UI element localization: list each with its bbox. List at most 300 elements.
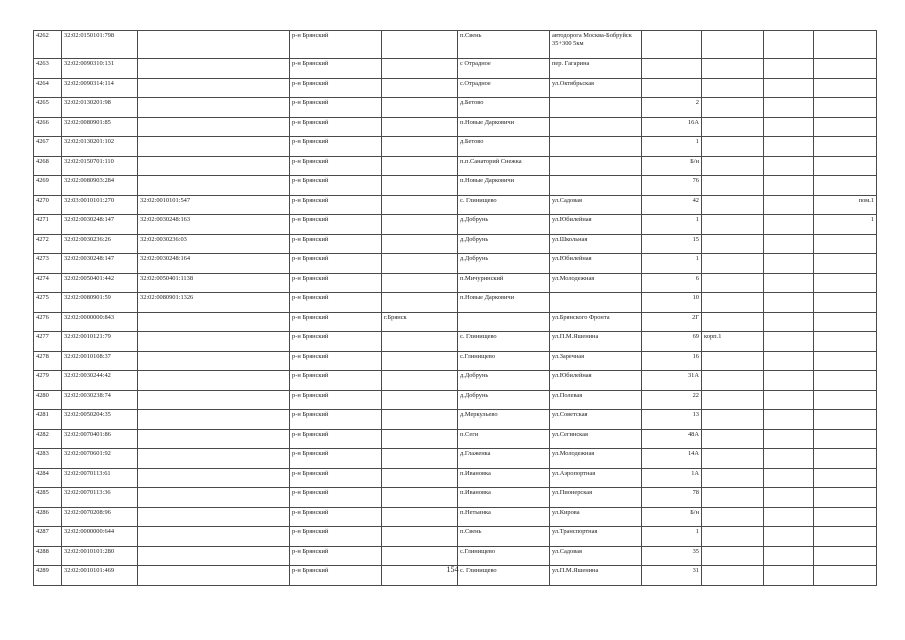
cadastral-number-cell: 32:02:0010108:37 [62, 351, 138, 371]
city-cell [382, 195, 458, 215]
premises-cell [814, 527, 877, 547]
structure-cell [764, 78, 814, 98]
cadastral-number-cell: 32:02:0000000:644 [62, 527, 138, 547]
house-cell: 42 [642, 195, 702, 215]
table-row [34, 59, 877, 79]
table-row [34, 195, 877, 215]
row-number-cell: 4287 [34, 527, 62, 547]
cadastral-number-cell: 32:02:0050204:35 [62, 410, 138, 430]
house-cell: 76 [642, 176, 702, 196]
cadastral-number-cell: 32:02:0010101:469 [62, 566, 138, 586]
street-cell: ул.Садовая [550, 546, 642, 566]
district-cell: р-н Брянский [290, 312, 382, 332]
table-row [34, 546, 877, 566]
district-cell: р-н Брянский [290, 98, 382, 118]
premises-cell [814, 371, 877, 391]
row-number-cell: 4264 [34, 78, 62, 98]
building-cell [702, 488, 764, 508]
district-cell: р-н Брянский [290, 429, 382, 449]
structure-cell [764, 390, 814, 410]
district-cell: р-н Брянский [290, 293, 382, 313]
cadastral-number-2-cell [138, 156, 290, 176]
house-cell: Б/н [642, 507, 702, 527]
city-cell [382, 31, 458, 59]
structure-cell [764, 117, 814, 137]
street-cell: ул.Пионерская [550, 488, 642, 508]
structure-cell [764, 410, 814, 430]
row-number-cell: 4283 [34, 449, 62, 469]
cadastral-number-cell: 32:02:0150101:798 [62, 31, 138, 59]
cadastral-number-2-cell [138, 410, 290, 430]
cadastral-number-2-cell [138, 31, 290, 59]
cadastral-number-cell: 32:02:0090314:114 [62, 78, 138, 98]
building-cell [702, 31, 764, 59]
city-cell [382, 59, 458, 79]
cadastral-number-cell: 32:02:0030236:26 [62, 234, 138, 254]
district-cell: р-н Брянский [290, 31, 382, 59]
table-row [34, 332, 877, 352]
cadastral-number-cell: 32:02:0080901:59 [62, 293, 138, 313]
building-cell [702, 137, 764, 157]
premises-cell [814, 293, 877, 313]
structure-cell [764, 468, 814, 488]
house-cell: 1А [642, 468, 702, 488]
row-number-cell: 4282 [34, 429, 62, 449]
premises-cell [814, 332, 877, 352]
cadastral-number-2-cell: 32:02:0080901:1326 [138, 293, 290, 313]
locality-cell: п.Новые Дарковичи [458, 293, 550, 313]
district-cell: р-н Брянский [290, 371, 382, 391]
locality-cell: с.Глинищево [458, 351, 550, 371]
premises-cell [814, 137, 877, 157]
district-cell: р-н Брянский [290, 59, 382, 79]
table-row [34, 527, 877, 547]
street-cell: ул.Брянского Фронта [550, 312, 642, 332]
locality-cell: д.Добрунь [458, 215, 550, 235]
register-table [33, 30, 877, 586]
structure-cell [764, 507, 814, 527]
locality-cell: п.п.Санаторий Снежка [458, 156, 550, 176]
house-cell [642, 78, 702, 98]
row-number-cell: 4273 [34, 254, 62, 274]
building-cell: корп.1 [702, 332, 764, 352]
street-cell: ул.Молодежная [550, 449, 642, 469]
table-row [34, 156, 877, 176]
table-row [34, 78, 877, 98]
house-cell: 22 [642, 390, 702, 410]
cadastral-number-2-cell: 32:02:0010101:547 [138, 195, 290, 215]
structure-cell [764, 546, 814, 566]
structure-cell [764, 293, 814, 313]
structure-cell [764, 488, 814, 508]
cadastral-number-2-cell [138, 390, 290, 410]
row-number-cell: 4267 [34, 137, 62, 157]
district-cell: р-н Брянский [290, 195, 382, 215]
house-cell: 78 [642, 488, 702, 508]
premises-cell [814, 390, 877, 410]
building-cell [702, 234, 764, 254]
city-cell [382, 273, 458, 293]
structure-cell [764, 156, 814, 176]
city-cell [382, 527, 458, 547]
table-row [34, 117, 877, 137]
table-row [34, 273, 877, 293]
cadastral-number-2-cell [138, 468, 290, 488]
district-cell: р-н Брянский [290, 78, 382, 98]
building-cell [702, 195, 764, 215]
premises-cell [814, 117, 877, 137]
district-cell: р-н Брянский [290, 449, 382, 469]
cadastral-number-cell: 32:02:0070113:36 [62, 488, 138, 508]
cadastral-number-2-cell [138, 78, 290, 98]
table-row [34, 137, 877, 157]
locality-cell: п.Свень [458, 527, 550, 547]
row-number-cell: 4286 [34, 507, 62, 527]
table-row [34, 98, 877, 118]
row-number-cell: 4262 [34, 31, 62, 59]
building-cell [702, 254, 764, 274]
table-row [34, 488, 877, 508]
building-cell [702, 449, 764, 469]
cadastral-number-2-cell [138, 449, 290, 469]
locality-cell: д.Бетово [458, 137, 550, 157]
locality-cell: с.Глинищево [458, 546, 550, 566]
street-cell: ул.Сегинская [550, 429, 642, 449]
cadastral-number-2-cell [138, 332, 290, 352]
house-cell: 48А [642, 429, 702, 449]
house-cell: 2 [642, 98, 702, 118]
city-cell [382, 234, 458, 254]
premises-cell: 1 [814, 215, 877, 235]
locality-cell: п.Мичуринский [458, 273, 550, 293]
structure-cell [764, 59, 814, 79]
structure-cell [764, 98, 814, 118]
row-number-cell: 4276 [34, 312, 62, 332]
street-cell: автодорога Москва-Бобруйск 35+300 5км [550, 31, 642, 59]
table-row [34, 234, 877, 254]
street-cell: ул.Заречная [550, 351, 642, 371]
locality-cell: д.Добрунь [458, 371, 550, 391]
city-cell: г.Брянск [382, 312, 458, 332]
district-cell: р-н Брянский [290, 117, 382, 137]
building-cell [702, 215, 764, 235]
locality-cell: с.Отрадное [458, 78, 550, 98]
house-cell: 15 [642, 234, 702, 254]
street-cell: ул.Полевая [550, 390, 642, 410]
building-cell [702, 293, 764, 313]
structure-cell [764, 31, 814, 59]
row-number-cell: 4271 [34, 215, 62, 235]
house-cell: 1 [642, 527, 702, 547]
cadastral-number-cell: 32:02:0080901:85 [62, 117, 138, 137]
premises-cell [814, 176, 877, 196]
structure-cell [764, 234, 814, 254]
building-cell [702, 156, 764, 176]
street-cell: ул.Юбилейная [550, 215, 642, 235]
premises-cell [814, 507, 877, 527]
street-cell: ул.Молодежная [550, 273, 642, 293]
building-cell [702, 78, 764, 98]
premises-cell [814, 59, 877, 79]
premises-cell [814, 273, 877, 293]
house-cell: Б/н [642, 156, 702, 176]
structure-cell [764, 195, 814, 215]
table-row [34, 312, 877, 332]
street-cell: ул.Транспортная [550, 527, 642, 547]
house-cell: 2Г [642, 312, 702, 332]
house-cell [642, 31, 702, 59]
house-cell: 14А [642, 449, 702, 469]
street-cell: ул.Кирова [550, 507, 642, 527]
structure-cell [764, 449, 814, 469]
table-row [34, 371, 877, 391]
structure-cell [764, 429, 814, 449]
table-row [34, 390, 877, 410]
cadastral-number-cell: 32:02:0010121:79 [62, 332, 138, 352]
row-number-cell: 4275 [34, 293, 62, 313]
table-row [34, 449, 877, 469]
cadastral-number-cell: 32:02:0090310:131 [62, 59, 138, 79]
row-number-cell: 4285 [34, 488, 62, 508]
locality-cell: п.Свень [458, 31, 550, 59]
row-number-cell: 4269 [34, 176, 62, 196]
building-cell [702, 507, 764, 527]
city-cell [382, 156, 458, 176]
structure-cell [764, 332, 814, 352]
row-number-cell: 4277 [34, 332, 62, 352]
premises-cell [814, 429, 877, 449]
structure-cell [764, 215, 814, 235]
row-number-cell: 4270 [34, 195, 62, 215]
cadastral-number-2-cell [138, 371, 290, 391]
cadastral-number-cell: 32:03:0010101:270 [62, 195, 138, 215]
street-cell: пер. Гагарина [550, 59, 642, 79]
locality-cell: д.Бетово [458, 98, 550, 118]
row-number-cell: 4281 [34, 410, 62, 430]
building-cell [702, 546, 764, 566]
cadastral-number-2-cell [138, 59, 290, 79]
house-cell: 13 [642, 410, 702, 430]
premises-cell [814, 31, 877, 59]
city-cell [382, 546, 458, 566]
city-cell [382, 78, 458, 98]
cadastral-number-2-cell [138, 312, 290, 332]
district-cell: р-н Брянский [290, 507, 382, 527]
cadastral-number-2-cell [138, 429, 290, 449]
street-cell: ул.Аэропортная [550, 468, 642, 488]
table-row [34, 507, 877, 527]
row-number-cell: 4274 [34, 273, 62, 293]
district-cell: р-н Брянский [290, 254, 382, 274]
building-cell [702, 117, 764, 137]
district-cell: р-н Брянский [290, 527, 382, 547]
locality-cell: п.Сеги [458, 429, 550, 449]
cadastral-number-2-cell [138, 488, 290, 508]
district-cell: р-н Брянский [290, 332, 382, 352]
table-row [34, 410, 877, 430]
cadastral-number-cell: 32:02:0070401:86 [62, 429, 138, 449]
cadastral-number-cell: 32:02:0030244:42 [62, 371, 138, 391]
cadastral-number-2-cell [138, 137, 290, 157]
locality-cell: п.Ивановка [458, 468, 550, 488]
district-cell: р-н Брянский [290, 137, 382, 157]
row-number-cell: 4266 [34, 117, 62, 137]
page-number: 154 [446, 565, 459, 574]
building-cell [702, 371, 764, 391]
locality-cell: п.Ивановка [458, 488, 550, 508]
premises-cell [814, 156, 877, 176]
premises-cell [814, 312, 877, 332]
building-cell [702, 312, 764, 332]
building-cell [702, 429, 764, 449]
structure-cell [764, 254, 814, 274]
house-cell: 31А [642, 371, 702, 391]
city-cell [382, 390, 458, 410]
structure-cell [764, 137, 814, 157]
street-cell: ул.Юбилейная [550, 254, 642, 274]
cadastral-number-cell: 32:02:0030238:74 [62, 390, 138, 410]
city-cell [382, 507, 458, 527]
register-rows [34, 31, 877, 586]
street-cell [550, 176, 642, 196]
city-cell [382, 293, 458, 313]
city-cell [382, 468, 458, 488]
house-cell: 1 [642, 215, 702, 235]
district-cell: р-н Брянский [290, 488, 382, 508]
locality-cell: д.Добрунь [458, 254, 550, 274]
cadastral-number-cell: 32:02:0000000:843 [62, 312, 138, 332]
cadastral-number-2-cell: 32:02:0030248:163 [138, 215, 290, 235]
locality-cell: п.Нетьинка [458, 507, 550, 527]
street-cell [550, 293, 642, 313]
locality-cell: д.Глаженка [458, 449, 550, 469]
cadastral-number-cell: 32:02:0080903:284 [62, 176, 138, 196]
street-cell: ул.П.М.Яшенина [550, 566, 642, 586]
structure-cell [764, 176, 814, 196]
premises-cell [814, 234, 877, 254]
cadastral-number-cell: 32:02:0150701:110 [62, 156, 138, 176]
city-cell [382, 215, 458, 235]
city-cell [382, 176, 458, 196]
structure-cell [764, 371, 814, 391]
building-cell [702, 390, 764, 410]
district-cell: р-н Брянский [290, 566, 382, 586]
cadastral-number-2-cell [138, 527, 290, 547]
district-cell: р-н Брянский [290, 410, 382, 430]
house-cell: 16А [642, 117, 702, 137]
city-cell [382, 351, 458, 371]
city-cell [382, 410, 458, 430]
cadastral-number-cell: 32:02:0030248:147 [62, 254, 138, 274]
premises-cell [814, 98, 877, 118]
row-number-cell: 4265 [34, 98, 62, 118]
city-cell [382, 117, 458, 137]
premises-cell [814, 78, 877, 98]
cadastral-number-cell: 32:02:0070113:61 [62, 468, 138, 488]
premises-cell [814, 488, 877, 508]
district-cell: р-н Брянский [290, 351, 382, 371]
cadastral-number-2-cell: 32:02:0030236:03 [138, 234, 290, 254]
locality-cell: с. Глинищево [458, 332, 550, 352]
district-cell: р-н Брянский [290, 234, 382, 254]
city-cell [382, 98, 458, 118]
city-cell [382, 254, 458, 274]
cadastral-number-2-cell [138, 176, 290, 196]
house-cell [642, 59, 702, 79]
house-cell: 69 [642, 332, 702, 352]
city-cell [382, 449, 458, 469]
table-row [34, 254, 877, 274]
street-cell: ул.Садовая [550, 195, 642, 215]
premises-cell [814, 410, 877, 430]
row-number-cell: 4284 [34, 468, 62, 488]
row-number-cell: 4280 [34, 390, 62, 410]
row-number-cell: 4278 [34, 351, 62, 371]
cadastral-number-2-cell [138, 546, 290, 566]
row-number-cell: 4263 [34, 59, 62, 79]
premises-cell [814, 449, 877, 469]
table-row [34, 351, 877, 371]
street-cell [550, 117, 642, 137]
locality-cell: с. Глинищево [458, 566, 550, 586]
house-cell: 16 [642, 351, 702, 371]
cadastral-number-cell: 32:02:0030248:147 [62, 215, 138, 235]
city-cell [382, 488, 458, 508]
district-cell: р-н Брянский [290, 468, 382, 488]
city-cell [382, 429, 458, 449]
cadastral-number-2-cell: 32:02:0050401:1138 [138, 273, 290, 293]
street-cell: ул.Советская [550, 410, 642, 430]
building-cell [702, 273, 764, 293]
structure-cell [764, 527, 814, 547]
house-cell: 10 [642, 293, 702, 313]
cadastral-number-cell: 32:02:0050401:442 [62, 273, 138, 293]
locality-cell: д.Добрунь [458, 390, 550, 410]
district-cell: р-н Брянский [290, 546, 382, 566]
table-row [34, 293, 877, 313]
locality-cell: д.Меркульево [458, 410, 550, 430]
house-cell: 31 [642, 566, 702, 586]
row-number-cell: 4288 [34, 546, 62, 566]
district-cell: р-н Брянский [290, 215, 382, 235]
cadastral-number-cell: 32:02:0010101:280 [62, 546, 138, 566]
cadastral-number-2-cell [138, 117, 290, 137]
house-cell: 35 [642, 546, 702, 566]
district-cell: р-н Брянский [290, 176, 382, 196]
premises-cell [814, 254, 877, 274]
premises-cell [814, 351, 877, 371]
row-number-cell: 4268 [34, 156, 62, 176]
structure-cell [764, 312, 814, 332]
cadastral-number-2-cell [138, 507, 290, 527]
district-cell: р-н Брянский [290, 273, 382, 293]
district-cell: р-н Брянский [290, 156, 382, 176]
house-cell: 1 [642, 137, 702, 157]
locality-cell: д.Добрунь [458, 234, 550, 254]
building-cell [702, 98, 764, 118]
locality-cell: с. Глинищево [458, 195, 550, 215]
building-cell [702, 410, 764, 430]
table-row [34, 429, 877, 449]
premises-cell [814, 468, 877, 488]
table-row [34, 31, 877, 59]
building-cell [702, 59, 764, 79]
structure-cell [764, 351, 814, 371]
locality-cell [458, 312, 550, 332]
building-cell [702, 468, 764, 488]
row-number-cell: 4289 [34, 566, 62, 586]
cadastral-number-cell: 32:02:0070208:96 [62, 507, 138, 527]
